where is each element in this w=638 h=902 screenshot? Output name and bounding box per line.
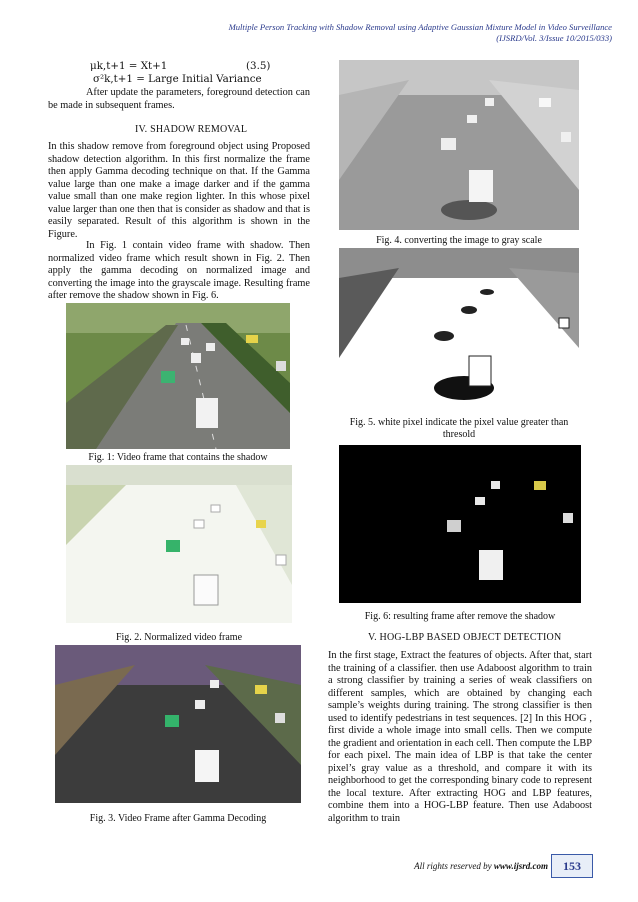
paragraph-shadow-removal: In this shadow remove from foreground object using Proposed shadow detection algorithm. In this first normalize the frame then apply Gamma decoding technique on that. If the Gamma value large than one make a image darker and if the gamma value small than one make region lighter. In this whose pixel value larger than one then that is consider as shadow and that is easily separated. Result of this algorithm is shown in the Figure. xyxy=(48,141,310,240)
figure-2-caption: Fig. 2. Normalized video frame xyxy=(115,632,243,643)
figure-4-caption: Fig. 4. converting the image to gray scale xyxy=(376,235,542,246)
figure-6-image xyxy=(339,445,581,603)
figure-2-image xyxy=(66,465,292,623)
running-header-title: Multiple Person Tracking with Shadow Removal using Adaptive Gaussian Mixture Model in Video Surveillance xyxy=(228,22,612,32)
running-header-issue: (IJSRD/Vol. 3/Issue 10/2015/033) xyxy=(496,33,612,43)
footer-rights xyxy=(414,861,548,871)
equation-number: (3.5) xyxy=(246,60,271,72)
equation-sigma: σ²k,t+1 = Large Initial Variance xyxy=(93,73,262,85)
equation-mu: μk,t+1 = Xt+1 xyxy=(90,60,168,72)
section-heading-shadow-removal: IV. SHADOW REMOVAL xyxy=(135,124,248,135)
figure-1-image xyxy=(66,303,290,449)
footer-site: www.ijsrd.com xyxy=(493,861,548,871)
paragraph-hog-lbp: In the first stage, Extract the features of objects. After that, start the training of a classifier. then use Adaboost algorithm to train a strong classifier by training a series of weak classifiers on different samples, which are obtained by changing each sample’s weights during training. The strong classifier is then used to identify pedestrians in test sequences. [2] In this HOG , first divide a whole image into small cells. Then we compute the gradient and orientation in each cell. Then compute the LBP for each pixel. The main idea of LBP is that take the center pixel’s gray value as a threshold, and compare it with its neighborhood to get the corresponding binary code to represent the local texture. After extracting HOG and LBP features, combine them into a HOG-LBP feature. Then use Adaboost algorithm to train xyxy=(328,650,592,824)
footer-rights-text: All rights reserved by xyxy=(414,861,492,871)
figure-6-caption: Fig. 6: resulting frame after remove the shadow xyxy=(364,611,556,622)
figure-1-caption: Fig. 1: Video frame that contains the shadow xyxy=(88,452,268,463)
figure-5-image xyxy=(339,248,579,414)
figure-3-image xyxy=(55,645,301,803)
page-number: 153 xyxy=(551,854,593,878)
paragraph-after-update: After update the parameters, foreground detection can be made in subsequent frames. xyxy=(48,87,310,111)
paragraph-figure-description: In Fig. 1 contain video frame with shadow. Then normalized video frame which result shown in Fig. 2. Then apply the gamma decoding on normalized image and converting the image into the grayscale image. Resulting frame after remove the shadow shown in Fig. 6. xyxy=(48,240,310,301)
section-heading-hog-lbp: V. HOG-LBP BASED OBJECT DETECTION xyxy=(368,632,562,643)
figure-5-caption: Fig. 5. white pixel indicate the pixel value greater than thresold xyxy=(349,417,569,440)
figure-4-image xyxy=(339,60,579,230)
figure-3-caption: Fig. 3. Video Frame after Gamma Decoding xyxy=(89,813,267,824)
